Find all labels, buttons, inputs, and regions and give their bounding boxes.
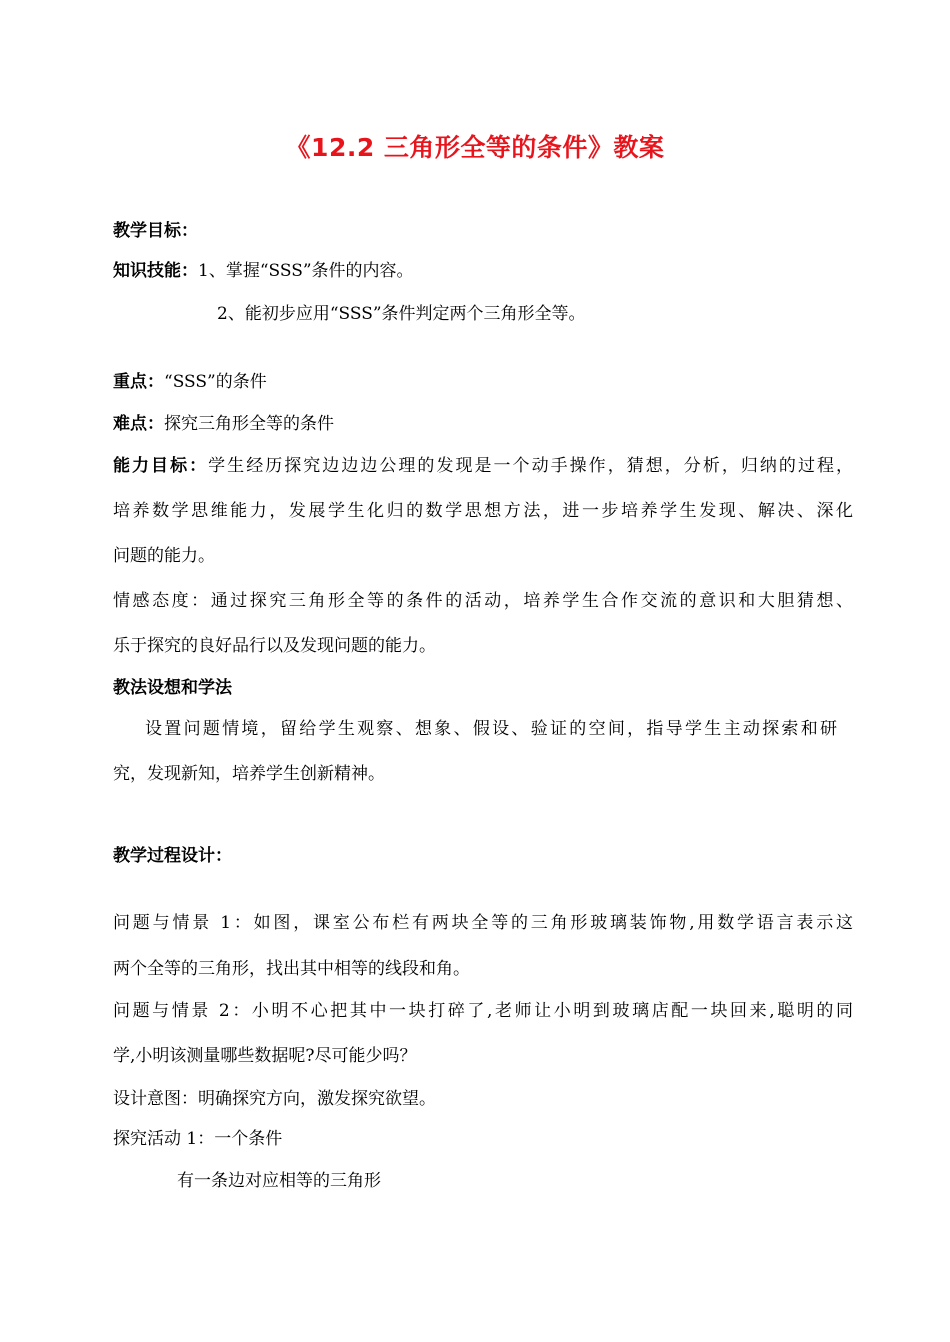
knowledge-item-2: 2、能初步应用“SSS”条件判定两个三角形全等。 bbox=[217, 304, 586, 324]
key-point-line bbox=[113, 371, 267, 393]
difficulty-label: 难点： bbox=[113, 414, 164, 434]
emotion-line-2: 乐于探究的良好品行以及发现问题的能力。 bbox=[113, 636, 436, 656]
difficulty-line bbox=[113, 413, 334, 435]
ability-line-1 bbox=[113, 455, 853, 477]
key-point-text: “SSS”的条件 bbox=[164, 372, 267, 392]
scenario-1-line-2: 两个全等的三角形，找出其中相等的线段和角。 bbox=[113, 959, 470, 979]
ability-label: 能力目标： bbox=[113, 456, 209, 476]
scenario-2-line-2: 学,小明该测量哪些数据呢?尽可能少吗？ bbox=[113, 1046, 417, 1066]
document-title: 《12.2 三角形全等的条件》教案 bbox=[285, 133, 665, 162]
difficulty-text: 探究三角形全等的条件 bbox=[164, 414, 334, 434]
ability-text-1: 学生经历探究边边边公理的发现是一个动手操作，猜想，分析，归纳的过程， bbox=[208, 456, 854, 476]
method-line-1: 设置问题情境，留给学生观察、想象、假设、验证的空间，指导学生主动探索和研 bbox=[145, 719, 837, 739]
activity-1-subitem: 有一条边对应相等的三角形 bbox=[177, 1171, 381, 1191]
scenario-2-line-1: 问题与情景 2：小明不心把其中一块打碎了,老师让小明到玻璃店配一块回来,聪明的同 bbox=[113, 1001, 853, 1021]
emotion-line-1: 情感态度：通过探究三角形全等的条件的活动，培养学生合作交流的意识和大胆猜想、 bbox=[113, 591, 853, 611]
ability-line-2: 培养数学思维能力，发展学生化归的数学思想方法，进一步培养学生发现、解决、深化 bbox=[113, 501, 853, 521]
scenario-1-line-1: 问题与情景 1：如图，课室公布栏有两块全等的三角形玻璃装饰物,用数学语言表示这 bbox=[113, 913, 853, 933]
process-heading: 教学过程设计： bbox=[113, 846, 232, 866]
knowledge-label: 知识技能： bbox=[113, 261, 198, 281]
ability-line-3: 问题的能力。 bbox=[113, 546, 215, 566]
knowledge-line-1 bbox=[113, 260, 414, 282]
design-intent: 设计意图：明确探究方向，激发探究欲望。 bbox=[113, 1089, 436, 1109]
knowledge-item-1: 1、掌握“SSS”条件的内容。 bbox=[198, 261, 414, 281]
method-heading: 教法设想和学法 bbox=[113, 678, 232, 698]
objectives-heading: 教学目标： bbox=[113, 221, 198, 241]
activity-1-heading: 探究活动 1：一个条件 bbox=[113, 1129, 283, 1149]
key-point-label: 重点： bbox=[113, 372, 164, 392]
method-line-2: 究，发现新知，培养学生创新精神。 bbox=[113, 764, 385, 784]
